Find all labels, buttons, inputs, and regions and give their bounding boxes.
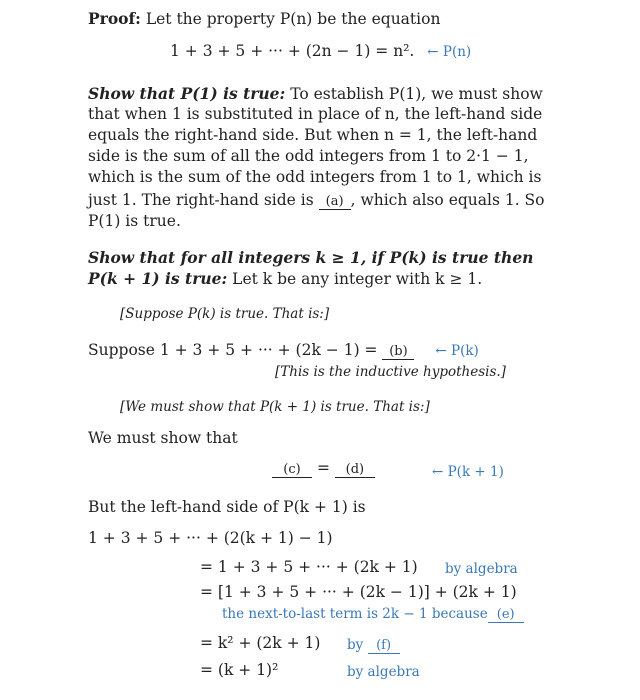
blank-f[interactable]: (f) (368, 638, 400, 654)
must-show-note: [We must show that P(k + 1) is true. That is:] (120, 399, 430, 415)
proof-intro-text: Let the property P(n) be the equation (145, 10, 441, 28)
blank-b[interactable]: (b) (382, 344, 414, 360)
base-case-line-6 (88, 190, 545, 211)
hypothesis-note: [This is the inductive hypothesis.] (275, 364, 506, 380)
step-3-expr: = k² + (2k + 1) (200, 634, 321, 652)
suppose-text: Suppose 1 + 3 + 5 + ··· + (2k − 1) = (88, 341, 378, 359)
main-equation-line (170, 41, 471, 63)
must-show-tag: ← P(k + 1) (432, 464, 504, 480)
step-1-reason: by algebra (445, 561, 518, 577)
lhs-text: But the left-hand side of P(k + 1) is (88, 498, 366, 516)
must-show-text: We must show that (88, 429, 238, 447)
base-case-line-4: side is the sum of all the odd integers from 1 to 2·1 − 1, (88, 147, 529, 165)
step-2-expr: = [1 + 3 + 5 + ··· + (2k − 1)] + (2k + 1) (200, 583, 517, 601)
inductive-heading-line-2 (88, 268, 482, 290)
blank-d[interactable]: (d) (335, 462, 375, 478)
suppose-note: [Suppose P(k) is true. That is:] (120, 306, 330, 322)
base-case-text-6b: , which also equals 1. So (350, 191, 545, 209)
blank-c[interactable]: (c) (272, 462, 312, 478)
equals-sign: = (316, 459, 330, 477)
blank-e[interactable]: (e) (488, 607, 524, 623)
step-4-reason: by algebra (347, 664, 420, 680)
proof-label: Proof: (88, 9, 141, 28)
step-3-reason: by (347, 637, 364, 653)
next-to-last-note: the next-to-last term is 2k − 1 because (222, 606, 488, 622)
base-case-text-1: To establish P(1), we must show (290, 85, 543, 103)
base-case-heading: Show that P(1) is true: (88, 84, 286, 103)
sum-line: 1 + 3 + 5 + ··· + (2(k + 1) − 1) (88, 529, 333, 547)
proof-intro-line (88, 8, 440, 30)
base-case-line-1 (88, 83, 543, 105)
suppose-line (88, 340, 479, 362)
next-to-last-line (222, 604, 524, 625)
step-4-expr: = (k + 1)² (200, 661, 279, 679)
inductive-heading-line-1: Show that for all integers k ≥ 1, if P(k) is true then (88, 248, 534, 267)
step-1-expr: = 1 + 3 + 5 + ··· + (2k + 1) (200, 558, 418, 576)
inductive-heading-2: P(k + 1) is true: (88, 269, 228, 288)
equation-tag-pn: ← P(n) (427, 44, 472, 60)
inductive-heading-2-text: Let k be any integer with k ≥ 1. (232, 270, 483, 288)
base-case-line-2: that when 1 is substituted in place of n, the left-hand side (88, 105, 543, 123)
blank-a[interactable]: (a) (319, 194, 351, 210)
base-case-line-5: which is the sum of the odd integers from 1 to 1, which is (88, 168, 542, 186)
base-case-line-3: equals the right-hand side. But when n = 1, the left-hand (88, 126, 538, 144)
step-3-reason-line (347, 635, 400, 656)
main-equation: 1 + 3 + 5 + ··· + (2n − 1) = n². (170, 42, 415, 60)
suppose-tag: ← P(k) (435, 343, 479, 359)
must-show-equation (272, 458, 375, 479)
base-case-text-6a: just 1. The right-hand side is (88, 191, 314, 209)
base-case-line-7: P(1) is true. (88, 212, 181, 230)
